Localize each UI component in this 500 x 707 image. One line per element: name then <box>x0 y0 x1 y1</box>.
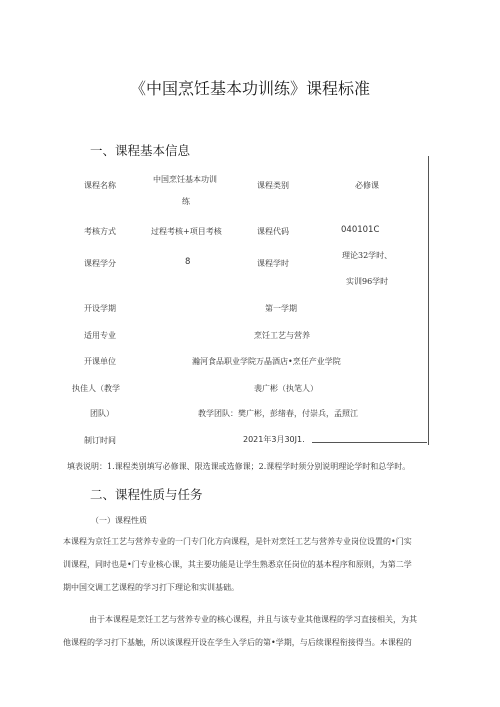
course-name-label: 课程名称 <box>84 181 116 190</box>
table-right-border <box>428 156 429 445</box>
hours-value-line1: 理论32学时、 <box>342 251 393 260</box>
term-label: 开设学期 <box>84 304 116 313</box>
hours-label: 课程学时 <box>257 259 289 268</box>
course-name-value-line2: 练 <box>182 197 190 206</box>
course-name-value-line1: 中国烹饪基本功训 <box>153 175 217 184</box>
date-value: 2021年3月30J1. <box>243 435 305 444</box>
paragraph-nature-line1: 本课程为京饪工艺与营养专业的一门专门化方向课程，是针对烹饪工艺与营养专业岗位设置的•门实 <box>63 537 412 546</box>
paragraph-core-line2: 他课程的学习打下基触，所以该课程开设在学生入学后的第•学期，与后续课程衔接得当。本课程的 <box>63 638 412 647</box>
category-value: 必修课 <box>355 181 379 190</box>
code-value: 040101C <box>341 225 380 235</box>
hours-value-line2: 实训96学时 <box>346 277 389 286</box>
exam-label: 考核方式 <box>84 227 116 236</box>
page-title: 《中国烹饪基本功训练》课程标准 <box>129 79 370 98</box>
unit-value: 瀚河食品职业学院万晶酒店•烹任产业学院 <box>192 357 341 366</box>
unit-label: 开课单位 <box>84 357 116 366</box>
term-value: 第一学期 <box>265 304 297 313</box>
author-value: 裴广彬（执笔人） <box>254 384 318 393</box>
exam-value: 过程考核+项目考核 <box>151 227 222 236</box>
date-underline <box>312 442 427 443</box>
subsection-heading-nature: （一）课程性质 <box>91 516 147 525</box>
author-label-line2: 团队） <box>90 409 114 418</box>
major-value: 烹饪工艺与营养 <box>254 331 310 340</box>
paragraph-core-line1: 由于本课程是烹饪工艺与营养专业的核心课程，并且与该专业其他课程的学习直接相关，为其 <box>89 615 417 624</box>
credit-value: 8 <box>185 257 191 267</box>
date-label: 制订时间 <box>84 436 116 445</box>
section-heading-nature-task: 二、课程性质与任务 <box>90 487 203 502</box>
paragraph-nature-line2: 训课程，同时也是•门专业核心课，其主要功能是让学生熟悉京任岗位的基本程序和原则，为第二学 <box>63 560 412 569</box>
team-value: 教学团队：樊广彬，彭绪春，付崇兵，孟照江 <box>198 409 358 418</box>
credit-label: 课程学分 <box>84 259 116 268</box>
author-label-line1: 执佳人（教学 <box>72 384 120 393</box>
category-label: 课程类别 <box>257 181 289 190</box>
section-heading-basic-info: 一、课程基本信息 <box>90 143 191 158</box>
major-label: 适用专业 <box>84 331 116 340</box>
fill-note: 填表说明：1.课程类别填写必修课、限选课或选修课；2.课程学时须分别说明理论学时和总学时。 <box>67 462 411 471</box>
paragraph-nature-line3: 期中国交调工艺课程的学习打下理论和实训基础。 <box>63 583 239 592</box>
code-label: 课程代码 <box>257 227 289 236</box>
